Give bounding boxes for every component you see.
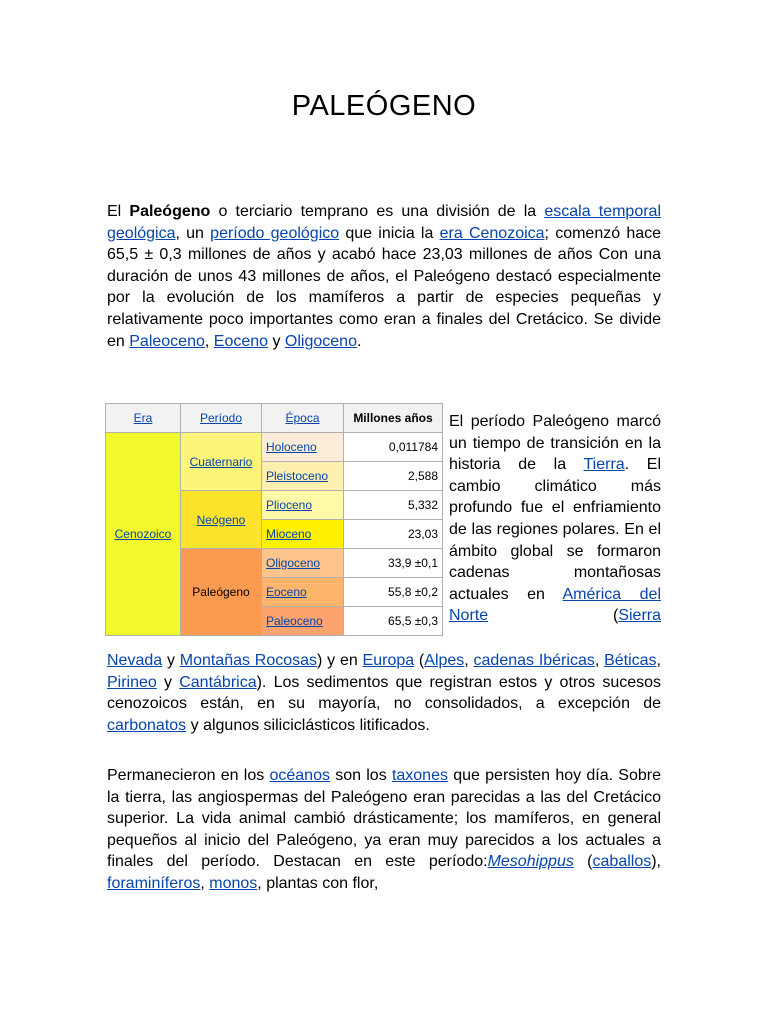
header-millones: Millones años [344,404,443,433]
intro-paragraph [107,201,661,352]
text: El período Paleógeno marcó un tiempo de transición en la historia de la [449,413,661,474]
table-header-row [106,404,443,433]
value-cell: 2,588 [344,462,443,491]
link-cuaternario[interactable]: Cuaternario [189,454,253,469]
text: y [156,673,180,691]
link-america-del-norte[interactable]: América del Norte [449,585,661,625]
text: que inicia la [339,224,440,242]
header-era[interactable] [106,404,181,433]
table-row [106,433,443,462]
text: . [356,332,362,350]
link-sierra[interactable]: Sierra [618,607,661,625]
text: ( [488,607,619,625]
link-mesohippus[interactable]: Mesohippus [487,853,574,871]
link-eoceno-table[interactable]: Eoceno [266,585,307,599]
link-montanas-rocosas[interactable]: Montañas Rocosas [179,652,318,669]
text: ), [651,853,661,871]
link-cenozoico[interactable]: Cenozoico [114,527,172,541]
link-alpes[interactable]: Alpes [424,652,465,669]
fauna-paragraph [107,765,661,895]
link-oceanos[interactable]: océanos [269,767,330,784]
link-mioceno[interactable]: Mioceno [266,527,312,541]
link-periodo-geologico[interactable]: período geológico [210,224,340,242]
text: ) y en [317,652,363,669]
text: , un [175,224,211,242]
text: El [107,203,130,220]
text: . El cambio climático más profundo fue el enfriamiento de las regiones polares. En el ámbito global se formaron cadenas montañosas actuales en [449,456,661,603]
link-caballos[interactable]: caballos [592,853,652,871]
text: , [656,652,661,669]
text: ( [414,652,425,669]
text: , plantas con flor, [257,874,379,892]
link-oligoceno[interactable]: Oligoceno [284,332,357,350]
epoch-cell[interactable] [262,462,344,491]
page-title: PALEÓGENO [291,90,477,122]
link-pirineo[interactable]: Pirineo [107,673,157,691]
text: que persisten hoy día. Sobre la tierra, las angiospermas del Paleógeno eran parecidas a las del Cretácico superior. La vida animal cambió drásticamente; los mamíferos, en general pequeños al inicio del Paleógeno, ya eran muy parecidos a los actuales a finales del período. Destacan en este período: [107,767,661,871]
text: ( [573,853,593,871]
link-nevada[interactable]: Nevada [107,652,163,669]
text: , [594,652,605,669]
link-taxones[interactable]: taxones [391,767,448,784]
text: , [464,652,474,669]
value-cell: 0,011784 [344,433,443,462]
bold-term: Paleógeno [129,203,211,220]
period-cell-neogeno[interactable] [181,491,262,549]
link-holoceno[interactable]: Holoceno [266,440,317,454]
epoch-cell[interactable] [262,578,344,607]
period-paragraph-continued [107,650,661,736]
link-europa[interactable]: Europa [362,652,415,669]
value-cell: 65,5 ±0,3 [344,607,443,636]
link-carbonatos[interactable]: carbonatos [107,716,187,734]
text: ). Los sedimentos que registran estos y otros sucesos cenozoicos están, en su mayoría, no consolidados, a excepción de [107,673,662,713]
header-epoca[interactable] [262,404,344,433]
epoch-cell[interactable] [262,520,344,549]
link-escala-temporal[interactable]: escala temporal geológica [107,203,662,242]
link-beticas[interactable]: Béticas [604,652,657,669]
epoch-cell[interactable] [262,607,344,636]
geologic-time-table [105,403,443,636]
link-eoceno[interactable]: Eoceno [213,332,269,350]
value-cell: 33,9 ±0,1 [344,549,443,578]
link-pleistoceno[interactable]: Pleistoceno [266,469,329,483]
link-foraminiferos[interactable]: foraminíferos [107,874,201,892]
link-paleoceno[interactable]: Paleoceno [129,332,205,350]
value-cell: 5,332 [344,491,443,520]
era-cell[interactable] [106,433,181,636]
link-periodo[interactable]: Período [199,411,243,425]
link-era[interactable]: Era [133,411,153,425]
link-tierra[interactable]: Tierra [583,456,625,474]
epoch-cell[interactable] [262,433,344,462]
period-cell-cuaternario[interactable] [181,433,262,491]
text: , [204,332,214,350]
period-paragraph-side [449,411,661,627]
text: y algunos siliciclásticos litificados. [186,716,430,734]
text: y [162,652,180,669]
link-era-cenozoica[interactable]: era Cenozoica [439,224,545,242]
header-periodo[interactable] [181,404,262,433]
epoch-cell[interactable] [262,491,344,520]
link-epoca[interactable]: Época [285,411,320,425]
value-cell: 55,8 ±0,2 [344,578,443,607]
text: , [200,874,210,892]
link-plioceno[interactable]: Plioceno [266,498,313,512]
link-oligoceno-table[interactable]: Oligoceno [266,556,321,570]
value-cell: 23,03 [344,520,443,549]
period-cell-paleogeno: Paleógeno [181,549,262,636]
link-monos[interactable]: monos [209,874,258,892]
text: o terciario temprano es una división de la [210,203,545,220]
epoch-cell[interactable] [262,549,344,578]
text: son los [329,767,392,784]
link-cantabrica[interactable]: Cantábrica [179,673,257,691]
link-neogeno[interactable]: Neógeno [196,512,246,527]
link-paleoceno-table[interactable]: Paleoceno [266,614,323,628]
text: ; comenzó hace 65,5 ± 0,3 millones de años y acabó hace 23,03 millones de años Con una duración de unos 43 millones de años, el Paleógeno destacó especialmente por la evolución de los mamíferos a partir de especies pequeñas y relativamente poco importantes como eran a finales del Cretácico. Se divide en [107,224,662,350]
link-cadenas-ibericas[interactable]: cadenas Ibéricas [473,652,595,669]
text: y [268,332,285,350]
text: Permanecieron en los [107,767,270,784]
